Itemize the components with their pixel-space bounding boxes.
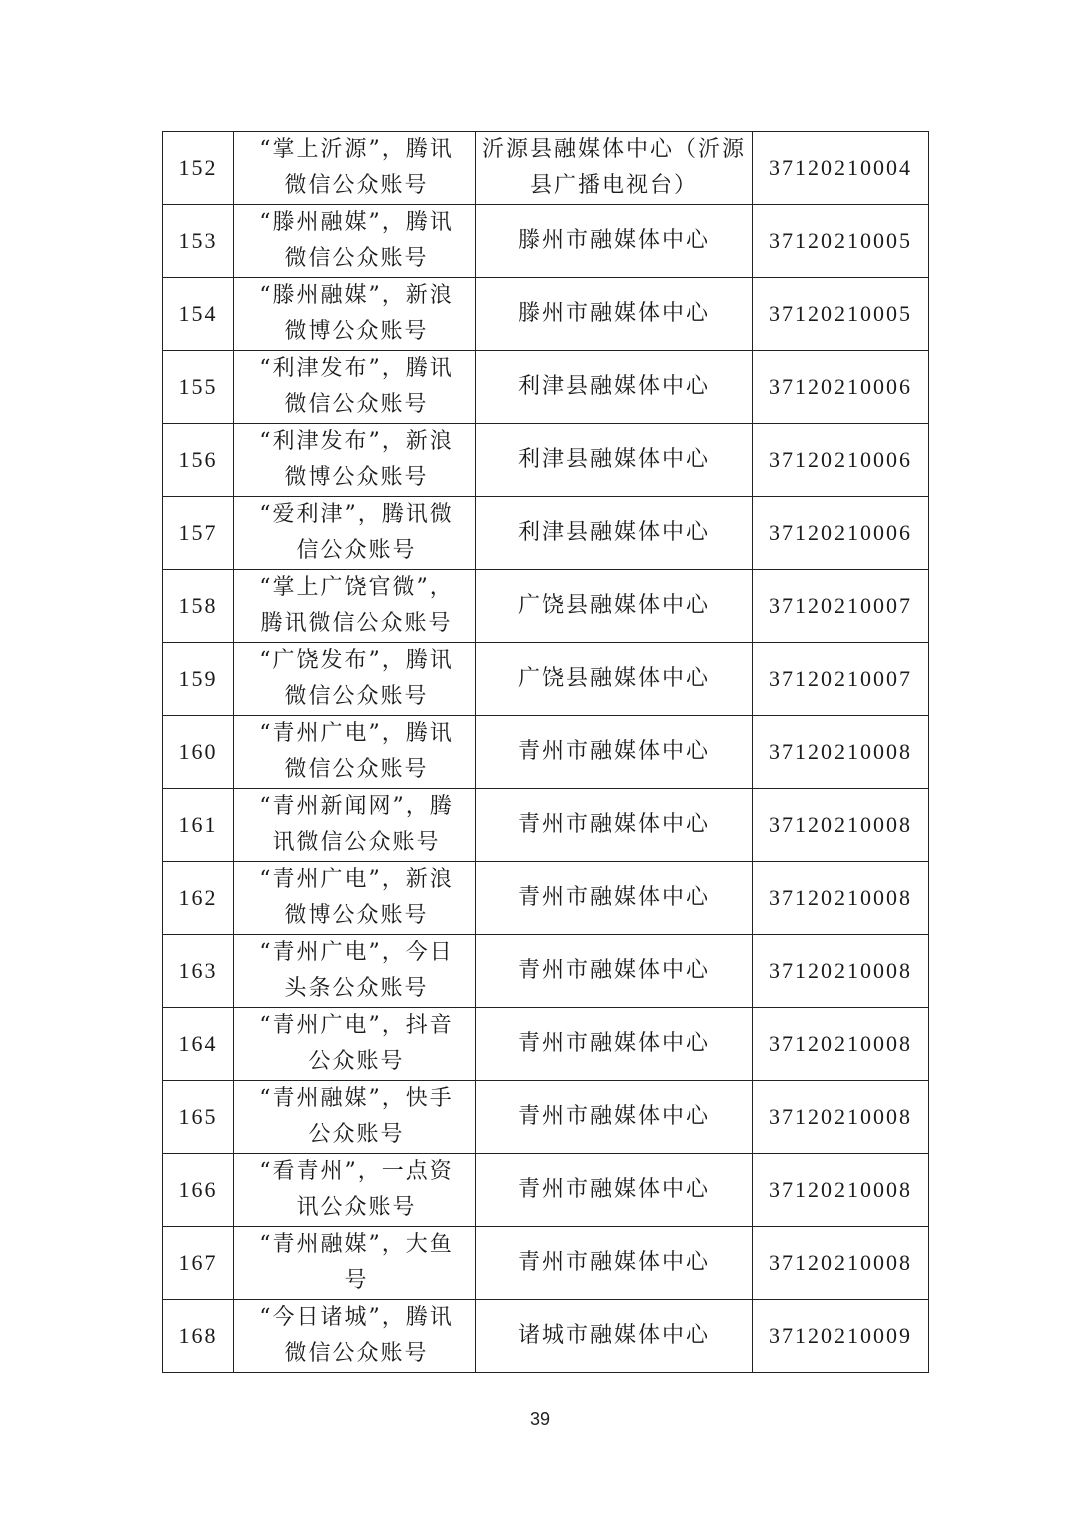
account-cell: “青州新闻网”，腾讯微信公众账号 (234, 789, 476, 862)
code-cell: 37120210005 (753, 278, 929, 351)
organization-cell: 沂源县融媒体中心（沂源县广播电视台） (476, 132, 753, 205)
organization-cell: 广饶县融媒体中心 (476, 570, 753, 643)
account-cell: “滕州融媒”，腾讯微信公众账号 (234, 205, 476, 278)
table-row (163, 862, 929, 935)
registry-table-body (163, 132, 929, 1373)
row-number-cell: 166 (163, 1154, 234, 1227)
code-cell: 37120210006 (753, 351, 929, 424)
account-cell: “青州广电”，今日头条公众账号 (234, 935, 476, 1008)
organization-cell: 青州市融媒体中心 (476, 1008, 753, 1081)
account-cell: “利津发布”，腾讯微信公众账号 (234, 351, 476, 424)
organization-cell: 广饶县融媒体中心 (476, 643, 753, 716)
row-number-cell: 160 (163, 716, 234, 789)
row-number-cell: 156 (163, 424, 234, 497)
row-number-cell: 152 (163, 132, 234, 205)
table-row (163, 789, 929, 862)
account-cell: “青州融媒”，大鱼号 (234, 1227, 476, 1300)
account-cell: “掌上沂源”，腾讯微信公众账号 (234, 132, 476, 205)
table-row (163, 1300, 929, 1373)
table-row (163, 351, 929, 424)
code-cell: 37120210008 (753, 716, 929, 789)
code-cell: 37120210005 (753, 205, 929, 278)
account-cell: “青州广电”，抖音公众账号 (234, 1008, 476, 1081)
table-row (163, 497, 929, 570)
code-cell: 37120210007 (753, 570, 929, 643)
organization-cell: 青州市融媒体中心 (476, 716, 753, 789)
organization-cell: 利津县融媒体中心 (476, 424, 753, 497)
code-cell: 37120210008 (753, 789, 929, 862)
row-number-cell: 157 (163, 497, 234, 570)
organization-cell: 青州市融媒体中心 (476, 862, 753, 935)
table-row (163, 424, 929, 497)
row-number-cell: 164 (163, 1008, 234, 1081)
code-cell: 37120210008 (753, 1008, 929, 1081)
organization-cell: 青州市融媒体中心 (476, 1227, 753, 1300)
code-cell: 37120210008 (753, 935, 929, 1008)
code-cell: 37120210006 (753, 497, 929, 570)
account-cell: “今日诸城”，腾讯微信公众账号 (234, 1300, 476, 1373)
page-number: 39 (529, 1409, 551, 1429)
organization-cell: 青州市融媒体中心 (476, 1154, 753, 1227)
row-number-cell: 168 (163, 1300, 234, 1373)
row-number-cell: 163 (163, 935, 234, 1008)
account-cell: “广饶发布”，腾讯微信公众账号 (234, 643, 476, 716)
account-cell: “青州广电”，腾讯微信公众账号 (234, 716, 476, 789)
row-number-cell: 153 (163, 205, 234, 278)
account-cell: “青州广电”，新浪微博公众账号 (234, 862, 476, 935)
code-cell: 37120210008 (753, 862, 929, 935)
row-number-cell: 167 (163, 1227, 234, 1300)
code-cell: 37120210007 (753, 643, 929, 716)
code-cell: 37120210008 (753, 1081, 929, 1154)
table-row (163, 935, 929, 1008)
account-cell: “滕州融媒”，新浪微博公众账号 (234, 278, 476, 351)
row-number-cell: 154 (163, 278, 234, 351)
organization-cell: 青州市融媒体中心 (476, 789, 753, 862)
table-row (163, 278, 929, 351)
code-cell: 37120210006 (753, 424, 929, 497)
code-cell: 37120210009 (753, 1300, 929, 1373)
table-row (163, 570, 929, 643)
organization-cell: 诸城市融媒体中心 (476, 1300, 753, 1373)
row-number-cell: 159 (163, 643, 234, 716)
account-cell: “掌上广饶官微”，腾讯微信公众账号 (234, 570, 476, 643)
code-cell: 37120210008 (753, 1227, 929, 1300)
organization-cell: 利津县融媒体中心 (476, 351, 753, 424)
table-row (163, 132, 929, 205)
organization-cell: 滕州市融媒体中心 (476, 205, 753, 278)
code-cell: 37120210004 (753, 132, 929, 205)
table-row (163, 643, 929, 716)
row-number-cell: 158 (163, 570, 234, 643)
table-row (163, 1227, 929, 1300)
account-cell: “青州融媒”，快手公众账号 (234, 1081, 476, 1154)
organization-cell: 青州市融媒体中心 (476, 1081, 753, 1154)
row-number-cell: 165 (163, 1081, 234, 1154)
organization-cell: 利津县融媒体中心 (476, 497, 753, 570)
table-row (163, 716, 929, 789)
table-row (163, 1081, 929, 1154)
table-row (163, 1154, 929, 1227)
table-row (163, 1008, 929, 1081)
row-number-cell: 155 (163, 351, 234, 424)
account-cell: “利津发布”，新浪微博公众账号 (234, 424, 476, 497)
code-cell: 37120210008 (753, 1154, 929, 1227)
row-number-cell: 162 (163, 862, 234, 935)
registry-table (162, 131, 929, 1373)
organization-cell: 青州市融媒体中心 (476, 935, 753, 1008)
table-row (163, 205, 929, 278)
account-cell: “爱利津”，腾讯微信公众账号 (234, 497, 476, 570)
account-cell: “看青州”，一点资讯公众账号 (234, 1154, 476, 1227)
row-number-cell: 161 (163, 789, 234, 862)
organization-cell: 滕州市融媒体中心 (476, 278, 753, 351)
